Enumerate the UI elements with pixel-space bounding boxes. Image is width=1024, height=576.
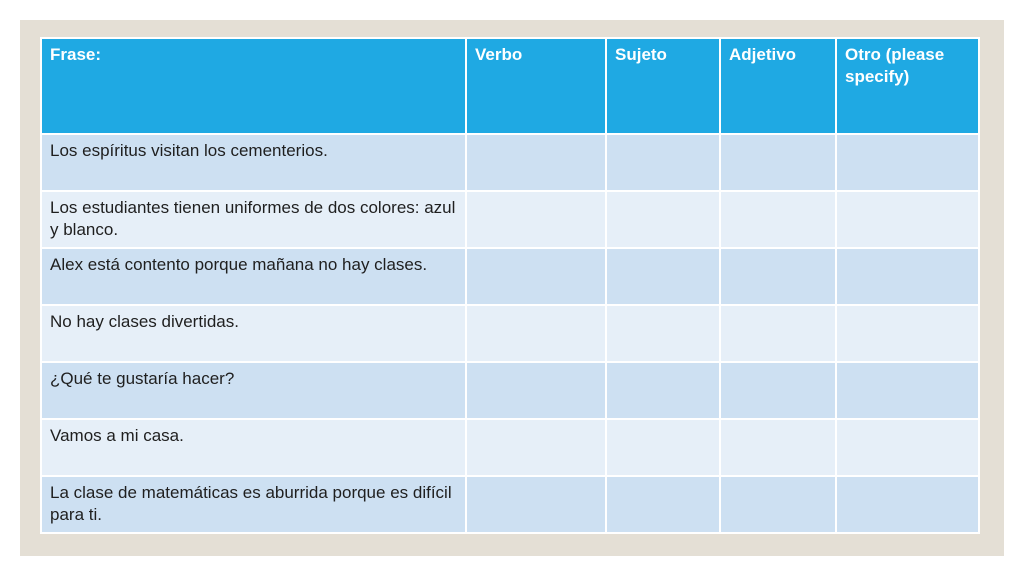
header-sujeto: Sujeto bbox=[606, 38, 720, 134]
cell-otro[interactable] bbox=[836, 134, 979, 191]
cell-sujeto[interactable] bbox=[606, 248, 720, 305]
cell-adjetivo[interactable] bbox=[720, 419, 836, 476]
cell-otro[interactable] bbox=[836, 476, 979, 533]
table-row bbox=[41, 419, 979, 476]
cell-frase: Los espíritus visitan los cementerios. bbox=[41, 134, 466, 191]
header-verbo: Verbo bbox=[466, 38, 606, 134]
classification-table bbox=[40, 37, 980, 534]
table-row bbox=[41, 362, 979, 419]
cell-frase: ¿Qué te gustaría hacer? bbox=[41, 362, 466, 419]
cell-otro[interactable] bbox=[836, 362, 979, 419]
cell-adjetivo[interactable] bbox=[720, 191, 836, 248]
cell-adjetivo[interactable] bbox=[720, 305, 836, 362]
table-row bbox=[41, 134, 979, 191]
cell-sujeto[interactable] bbox=[606, 134, 720, 191]
cell-otro[interactable] bbox=[836, 248, 979, 305]
header-frase: Frase: bbox=[41, 38, 466, 134]
cell-frase: La clase de matemáticas es aburrida porque es difícil para ti. bbox=[41, 476, 466, 533]
cell-frase: Los estudiantes tienen uniformes de dos colores: azul y blanco. bbox=[41, 191, 466, 248]
cell-adjetivo[interactable] bbox=[720, 362, 836, 419]
cell-adjetivo[interactable] bbox=[720, 134, 836, 191]
table-row bbox=[41, 305, 979, 362]
table-row bbox=[41, 476, 979, 533]
cell-sujeto[interactable] bbox=[606, 191, 720, 248]
cell-verbo[interactable] bbox=[466, 305, 606, 362]
cell-otro[interactable] bbox=[836, 305, 979, 362]
cell-sujeto[interactable] bbox=[606, 419, 720, 476]
header-otro: Otro (please specify) bbox=[836, 38, 979, 134]
cell-otro[interactable] bbox=[836, 419, 979, 476]
table-row bbox=[41, 191, 979, 248]
header-adjetivo: Adjetivo bbox=[720, 38, 836, 134]
cell-verbo[interactable] bbox=[466, 419, 606, 476]
cell-adjetivo[interactable] bbox=[720, 476, 836, 533]
cell-sujeto[interactable] bbox=[606, 305, 720, 362]
cell-otro[interactable] bbox=[836, 191, 979, 248]
cell-adjetivo[interactable] bbox=[720, 248, 836, 305]
cell-verbo[interactable] bbox=[466, 362, 606, 419]
cell-verbo[interactable] bbox=[466, 191, 606, 248]
cell-frase: Vamos a mi casa. bbox=[41, 419, 466, 476]
cell-sujeto[interactable] bbox=[606, 476, 720, 533]
cell-verbo[interactable] bbox=[466, 248, 606, 305]
cell-frase: Alex está contento porque mañana no hay clases. bbox=[41, 248, 466, 305]
table-header-row bbox=[41, 38, 979, 134]
cell-verbo[interactable] bbox=[466, 134, 606, 191]
table-row bbox=[41, 248, 979, 305]
cell-frase: No hay clases divertidas. bbox=[41, 305, 466, 362]
cell-sujeto[interactable] bbox=[606, 362, 720, 419]
cell-verbo[interactable] bbox=[466, 476, 606, 533]
